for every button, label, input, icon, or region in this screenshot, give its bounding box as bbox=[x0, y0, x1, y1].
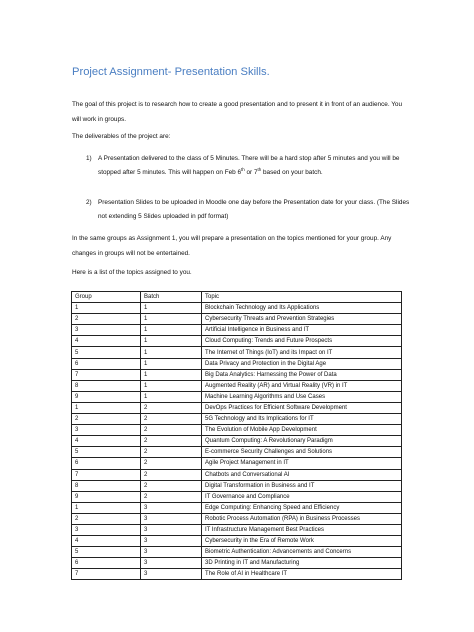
table-row bbox=[72, 558, 402, 569]
batch-cell: 3 bbox=[141, 547, 202, 558]
topic-cell: 5G Technology and Its Implications for IT bbox=[202, 414, 402, 425]
header-batch: Batch bbox=[141, 292, 202, 303]
table-row bbox=[72, 303, 402, 314]
table-row bbox=[72, 547, 402, 558]
deliverable-text: Presentation Slides to be uploaded in Moodle one day before the Presentation date for your class. (The Slides not extending 5 Slides uploaded in pdf format) bbox=[98, 199, 410, 221]
topic-cell: Artificial Intelligence in Business and IT bbox=[202, 325, 402, 336]
table-row bbox=[72, 369, 402, 380]
topic-cell: Data Privacy and Protection in the Digital Age bbox=[202, 358, 402, 369]
topic-cell: Augmented Reality (AR) and Virtual Reality (VR) in IT bbox=[202, 380, 402, 391]
batch-cell: 1 bbox=[141, 347, 202, 358]
group-cell: 2 bbox=[72, 314, 141, 325]
group-cell: 2 bbox=[72, 414, 141, 425]
document-title: Project Assignment- Presentation Skills. bbox=[72, 66, 270, 78]
group-cell: 6 bbox=[72, 358, 141, 369]
batch-cell: 2 bbox=[141, 491, 202, 502]
group-cell: 7 bbox=[72, 469, 141, 480]
topic-cell: Big Data Analytics: Harnessing the Power of Data bbox=[202, 369, 402, 380]
groups-paragraph: In the same groups as Assignment 1, you will prepare a presentation on the topics mentioned for your group. Any changes in groups will not be entertained. bbox=[72, 235, 392, 257]
group-cell: 1 bbox=[72, 402, 141, 413]
topic-cell: Cybersecurity Threats and Prevention Strategies bbox=[202, 314, 402, 325]
table-row bbox=[72, 524, 402, 535]
table-header-row bbox=[72, 292, 402, 303]
batch-cell: 2 bbox=[141, 469, 202, 480]
table-row bbox=[72, 569, 402, 580]
batch-cell: 3 bbox=[141, 524, 202, 535]
topic-cell: IT Governance and Compliance bbox=[202, 491, 402, 502]
deliverable-number: 2) bbox=[86, 199, 92, 206]
table-row bbox=[72, 325, 402, 336]
batch-cell: 3 bbox=[141, 536, 202, 547]
batch-cell: 2 bbox=[141, 402, 202, 413]
batch-cell: 3 bbox=[141, 502, 202, 513]
group-cell: 5 bbox=[72, 447, 141, 458]
deliverable-number: 1) bbox=[86, 155, 92, 162]
group-cell: 1 bbox=[72, 303, 141, 314]
table-row bbox=[72, 391, 402, 402]
topic-cell: The Evolution of Mobile App Development bbox=[202, 425, 402, 436]
table-row bbox=[72, 513, 402, 524]
deliverables-intro: The deliverables of the project are: bbox=[72, 133, 171, 140]
group-cell: 2 bbox=[72, 513, 141, 524]
topic-cell: Robotic Process Automation (RPA) in Business Processes bbox=[202, 513, 402, 524]
topic-cell: The Internet of Things (IoT) and its Impact on IT bbox=[202, 347, 402, 358]
batch-cell: 1 bbox=[141, 336, 202, 347]
batch-cell: 2 bbox=[141, 425, 202, 436]
topic-cell: Digital Transformation in Business and IT bbox=[202, 480, 402, 491]
table-row bbox=[72, 336, 402, 347]
table-row bbox=[72, 380, 402, 391]
topic-cell: Blockchain Technology and Its Applications bbox=[202, 303, 402, 314]
topic-cell: DevOps Practices for Efficient Software Development bbox=[202, 402, 402, 413]
table-row bbox=[72, 425, 402, 436]
group-cell: 3 bbox=[72, 524, 141, 535]
group-cell: 9 bbox=[72, 491, 141, 502]
batch-cell: 2 bbox=[141, 447, 202, 458]
batch-cell: 2 bbox=[141, 458, 202, 469]
topic-cell: Quantum Computing: A Revolutionary Paradigm bbox=[202, 436, 402, 447]
topics-table bbox=[71, 291, 402, 580]
group-cell: 8 bbox=[72, 380, 141, 391]
table-row bbox=[72, 458, 402, 469]
table-row bbox=[72, 347, 402, 358]
batch-cell: 2 bbox=[141, 480, 202, 491]
table-row bbox=[72, 414, 402, 425]
topic-cell: Biometric Authentication: Advancements and Concerns bbox=[202, 547, 402, 558]
batch-cell: 3 bbox=[141, 513, 202, 524]
header-topic: Topic bbox=[202, 292, 402, 303]
topic-cell: Machine Learning Algorithms and Use Cases bbox=[202, 391, 402, 402]
table-row bbox=[72, 314, 402, 325]
group-cell: 5 bbox=[72, 547, 141, 558]
table-row bbox=[72, 502, 402, 513]
topic-cell: Cloud Computing: Trends and Future Prospects bbox=[202, 336, 402, 347]
batch-cell: 1 bbox=[141, 391, 202, 402]
topics-list-intro: Here is a list of the topics assigned to you. bbox=[72, 269, 192, 276]
group-cell: 4 bbox=[72, 336, 141, 347]
batch-cell: 1 bbox=[141, 380, 202, 391]
group-cell: 7 bbox=[72, 369, 141, 380]
topic-cell: 3D Printing in IT and Manufacturing bbox=[202, 558, 402, 569]
group-cell: 8 bbox=[72, 480, 141, 491]
batch-cell: 2 bbox=[141, 414, 202, 425]
table-row bbox=[72, 358, 402, 369]
table-row bbox=[72, 491, 402, 502]
topic-cell: E-commerce Security Challenges and Solutions bbox=[202, 447, 402, 458]
deliverable-text: A Presentation delivered to the class of 5 Minutes. There will be a hard stop after 5 minutes and you will be stopped after 5 minutes. This will happen on Feb 6th or 7th based on your batch. bbox=[98, 155, 400, 177]
batch-cell: 1 bbox=[141, 314, 202, 325]
group-cell: 7 bbox=[72, 569, 141, 580]
topic-cell: IT Infrastructure Management Best Practices bbox=[202, 524, 402, 535]
group-cell: 6 bbox=[72, 458, 141, 469]
table-row bbox=[72, 536, 402, 547]
intro-paragraph: The goal of this project is to research how to create a good presentation and to present it in front of an audience. You will work in groups. bbox=[72, 101, 403, 123]
group-cell: 6 bbox=[72, 558, 141, 569]
group-cell: 4 bbox=[72, 536, 141, 547]
batch-cell: 1 bbox=[141, 358, 202, 369]
topic-cell: Agile Project Management in IT bbox=[202, 458, 402, 469]
topic-cell: Chatbots and Conversational AI bbox=[202, 469, 402, 480]
batch-cell: 1 bbox=[141, 369, 202, 380]
batch-cell: 1 bbox=[141, 325, 202, 336]
group-cell: 3 bbox=[72, 425, 141, 436]
batch-cell: 2 bbox=[141, 436, 202, 447]
topic-cell: The Role of AI in Healthcare IT bbox=[202, 569, 402, 580]
group-cell: 5 bbox=[72, 347, 141, 358]
topic-cell: Edge Computing: Enhancing Speed and Efficiency bbox=[202, 502, 402, 513]
table-row bbox=[72, 402, 402, 413]
table-row bbox=[72, 480, 402, 491]
group-cell: 1 bbox=[72, 502, 141, 513]
group-cell: 9 bbox=[72, 391, 141, 402]
group-cell: 4 bbox=[72, 436, 141, 447]
group-cell: 3 bbox=[72, 325, 141, 336]
header-group: Group bbox=[72, 292, 141, 303]
topic-cell: Cybersecurity in the Era of Remote Work bbox=[202, 536, 402, 547]
table-row bbox=[72, 447, 402, 458]
batch-cell: 3 bbox=[141, 569, 202, 580]
batch-cell: 1 bbox=[141, 303, 202, 314]
batch-cell: 3 bbox=[141, 558, 202, 569]
table-row bbox=[72, 436, 402, 447]
table-row bbox=[72, 469, 402, 480]
